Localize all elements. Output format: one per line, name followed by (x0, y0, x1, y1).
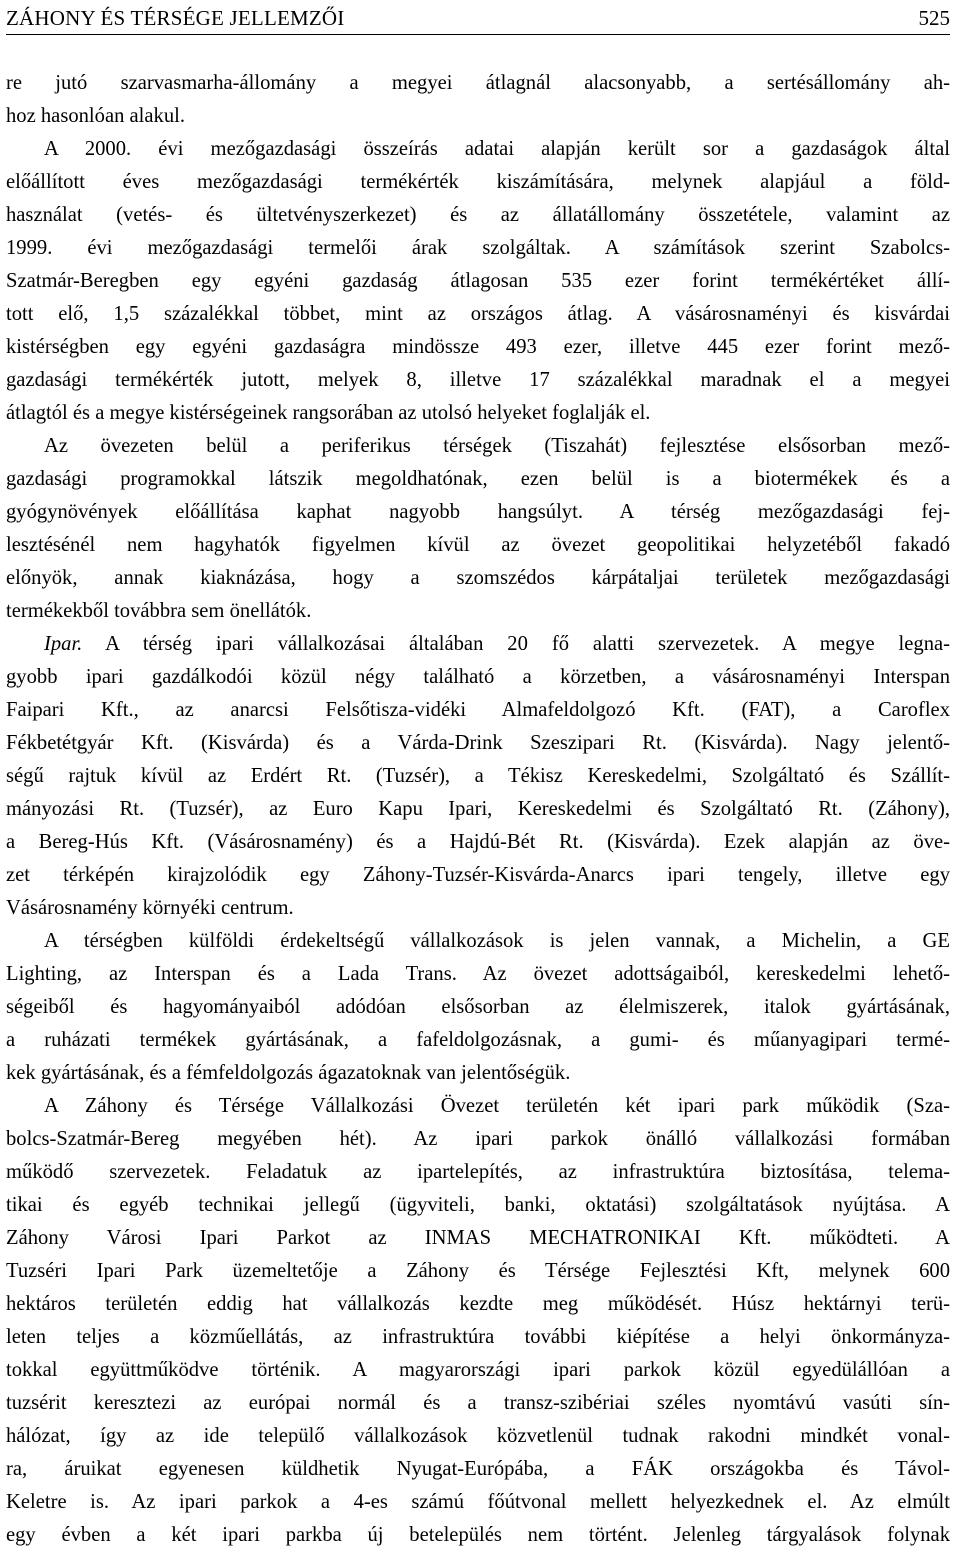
text-line (6, 1288, 950, 1321)
line-text: átlagtól és a megye kistérségeinek rangsorában az utolsó helyeket foglalják el. (6, 402, 651, 424)
line-text: zet térképén kirajzolódik egy Záhony-Tuzsér-Kisvárda-Anarcs ipari tengely, illetve egy (6, 864, 950, 886)
text-line (6, 364, 950, 397)
text-line (6, 859, 950, 892)
page-number: 525 (918, 6, 950, 30)
line-text: bolcs-Szatmár-Bereg megyében hét). Az ipari parkok önálló vállalkozási formában (6, 1128, 950, 1150)
line-text: egy évben a két ipari parkba új betelepülés nem történt. Jelenleg tárgyalások folynak (6, 1524, 950, 1546)
text-line (6, 826, 950, 859)
line-text: A térségben külföldi érdekeltségű vállalkozások is jelen vannak, a Michelin, a GE (44, 930, 950, 952)
line-text: Záhony Városi Ipari Parkot az INMAS MECHATRONIKAI Kft. működteti. A (6, 1227, 950, 1249)
line-text: hálózat, így az ide települő vállalkozások közvetlenül tudnak rakodni mindkét vonal- (6, 1425, 950, 1447)
line-text: Vásárosnamény környéki centrum. (6, 897, 294, 919)
text-line (6, 1486, 950, 1519)
text-line (6, 595, 950, 628)
text-line (6, 1222, 950, 1255)
text-line (6, 133, 950, 166)
line-text: a Bereg-Hús Kft. (Vásárosnamény) és a Hajdú-Bét Rt. (Kisvárda). Ezek alapján az öve- (6, 831, 950, 853)
text-line (6, 298, 950, 331)
text-line (6, 1354, 950, 1387)
line-text: A térség ipari vállalkozásai általában 20 fő alatti szervezetek. A megye legna- (82, 633, 950, 655)
text-line (6, 760, 950, 793)
line-text: Szatmár-Beregben egy egyéni gazdaság átlagosan 535 ezer forint termékértéket állí- (6, 270, 950, 292)
line-text: tikai és egyéb technikai jellegű (ügyviteli, banki, oktatási) szolgáltatások nyújtása. A (6, 1194, 950, 1216)
text-line (6, 100, 950, 133)
line-text: Faipari Kft., az anarcsi Felsőtisza-vidéki Almafeldolgozó Kft. (FAT), a Caroflex (6, 699, 950, 721)
line-text: 1999. évi mezőgazdasági termelői árak szolgáltak. A számítások szerint Szabolcs- (6, 237, 950, 259)
line-text: tuzsérit keresztezi az európai normál és a transz-szibériai széles nyomtávú vasúti sín- (6, 1392, 950, 1414)
line-text: mányozási Rt. (Tuzsér), az Euro Kapu Ipari, Kereskedelmi és Szolgáltató Rt. (Záhony), (6, 798, 950, 820)
line-text: előállított éves mezőgazdasági termékérték kiszámítására, melynek alapjául a föld- (6, 171, 950, 193)
line-text: működő szervezetek. Feladatuk az ipartelepítés, az infrastruktúra biztosítása, telema- (6, 1161, 950, 1183)
line-text: tokkal együttműködve történik. A magyarországi ipari parkok közül egyedülállóan a (6, 1359, 950, 1381)
line-text: kistérségben egy egyéni gazdaságra mindössze 493 ezer, illetve 445 ezer forint mező- (6, 336, 950, 358)
line-text: Fékbetétgyár Kft. (Kisvárda) és a Várda-Drink Szeszipari Rt. (Kisvárda). Nagy jelentő- (6, 732, 950, 754)
text-line (6, 793, 950, 826)
line-text: Az övezeten belül a periferikus térségek (Tiszahát) fejlesztése elsősorban mező- (44, 435, 950, 457)
text-line (6, 892, 950, 925)
text-line (6, 562, 950, 595)
text-line (6, 397, 950, 430)
text-line (6, 166, 950, 199)
text-line (6, 1420, 950, 1453)
text-line (6, 1090, 950, 1123)
line-text: tott elő, 1,5 százalékkal többet, mint az országos átlag. A vásárosnaményi és kisvárdai (6, 303, 950, 325)
text-line (6, 1453, 950, 1486)
text-line (6, 661, 950, 694)
line-text: termékekből továbbra sem önellátók. (6, 600, 312, 622)
line-text: Lighting, az Interspan és a Lada Trans. Az övezet adottságaiból, kereskedelmi lehető- (6, 963, 950, 985)
text-line (6, 1321, 950, 1354)
text-line (6, 232, 950, 265)
text-line (6, 529, 950, 562)
line-text: A Záhony és Térsége Vállalkozási Övezet területén két ipari park működik (Sza- (44, 1095, 950, 1117)
text-line (6, 1255, 950, 1288)
section-heading-inline: Ipar. (44, 633, 83, 655)
text-line (6, 958, 950, 991)
text-line (6, 496, 950, 529)
text-line (6, 67, 950, 100)
line-text: leten teljes a közműellátás, az infrastruktúra további kiépítése a helyi önkormányza- (6, 1326, 950, 1348)
line-text: gyobb ipari gazdálkodói közül négy található a körzetben, a vásárosnaményi Interspan (6, 666, 950, 688)
text-line (6, 1156, 950, 1189)
text-line (6, 727, 950, 760)
line-text: gyógynövények előállítása kaphat nagyobb hangsúlyt. A térség mezőgazdasági fej- (6, 501, 950, 523)
text-line (6, 628, 950, 661)
line-text: ra, áruikat egyenesen küldhetik Nyugat-Európába, a FÁK országokba és Távol- (6, 1458, 950, 1480)
text-line (6, 925, 950, 958)
line-text: ségeiből és hagyományaiból adódóan elsősorban az élelmiszerek, italok gyártásának, (6, 996, 950, 1018)
text-line (6, 991, 950, 1024)
text-line (6, 331, 950, 364)
text-line (6, 199, 950, 232)
line-text: hektáros területén eddig hat vállalkozás kezdte meg működését. Húsz hektárnyi terü- (6, 1293, 950, 1315)
running-header (6, 4, 950, 35)
line-text: Keletre is. Az ipari parkok a 4-es számú főútvonal mellett helyezkednek el. Az elmúlt (6, 1491, 950, 1513)
line-text: re jutó szarvasmarha-állomány a megyei átlagnál alacsonyabb, a sertésállomány ah- (6, 72, 950, 94)
text-line (6, 1519, 950, 1552)
line-text: gazdasági programokkal látszik megoldhatónak, ezen belül is a biotermékek és a (6, 468, 950, 490)
line-text: Tuzséri Ipari Park üzemeltetője a Záhony és Térsége Fejlesztési Kft, melynek 600 (6, 1260, 950, 1282)
text-line (6, 694, 950, 727)
text-line (6, 1387, 950, 1420)
line-text: kek gyártásának, és a fémfeldolgozás ágazatoknak van jelentőségük. (6, 1062, 571, 1084)
line-text: ségű rajtuk kívül az Erdért Rt. (Tuzsér), a Tékisz Kereskedelmi, Szolgáltató és Szállít- (6, 765, 950, 787)
text-line (6, 1057, 950, 1090)
text-line (6, 430, 950, 463)
line-text: előnyök, annak kiaknázása, hogy a szomszédos kárpátaljai területek mezőgazdasági (6, 567, 950, 589)
text-line (6, 463, 950, 496)
line-text: gazdasági termékérték jutott, melyek 8, illetve 17 százalékkal maradnak el a megyei (6, 369, 950, 391)
text-line (6, 1024, 950, 1057)
line-text: lesztésénél nem hagyhatók figyelmen kívül az övezet geopolitikai helyzetéből fakadó (6, 534, 950, 556)
body-text (6, 67, 950, 1552)
line-text: a ruházati termékek gyártásának, a fafeldolgozásnak, a gumi- és műanyagipari termé- (6, 1029, 950, 1051)
line-text: hoz hasonlóan alakul. (6, 105, 185, 127)
line-text: A 2000. évi mezőgazdasági összeírás adatai alapján került sor a gazdaságok által (44, 138, 950, 160)
text-line (6, 1189, 950, 1222)
text-line (6, 1123, 950, 1156)
text-line (6, 265, 950, 298)
line-text: használat (vetés- és ültetvényszerkezet) és az állatállomány összetétele, valamint az (6, 204, 950, 226)
running-header-title: ZÁHONY ÉS TÉRSÉGE JELLEMZŐI (6, 6, 345, 30)
